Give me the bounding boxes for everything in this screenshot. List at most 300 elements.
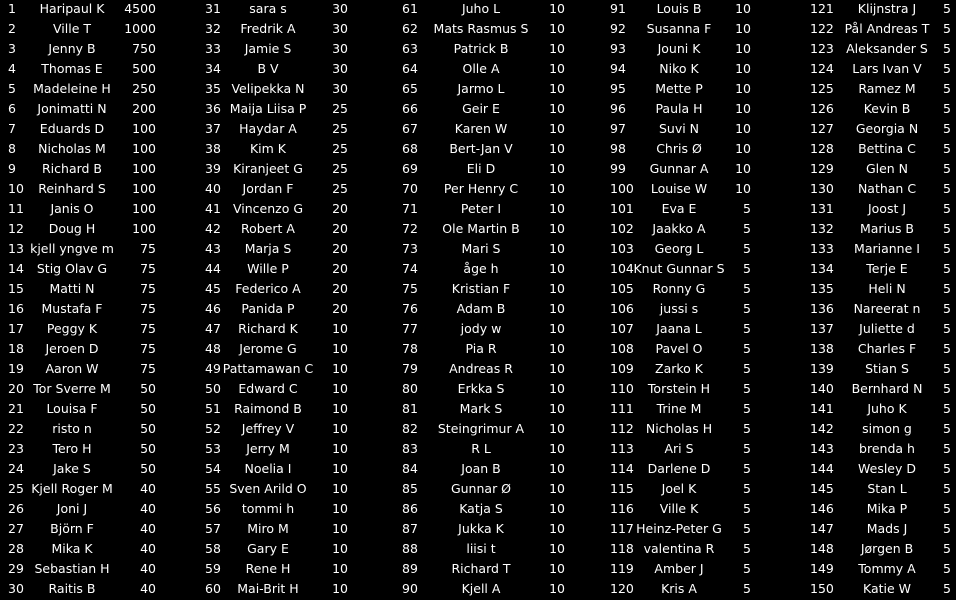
rank-number: 137 xyxy=(810,321,834,336)
points-value: 30 xyxy=(332,21,348,36)
rank-number: 36 xyxy=(205,101,221,116)
ranking-row xyxy=(190,100,380,120)
ranking-row xyxy=(0,180,190,200)
rank-number: 56 xyxy=(205,501,221,516)
rank-number: 120 xyxy=(610,581,634,596)
participant-name: Georg L xyxy=(654,241,704,256)
ranking-row xyxy=(380,240,610,260)
ranking-row xyxy=(380,300,610,320)
ranking-row xyxy=(0,160,190,180)
participant-name: Darlene D xyxy=(647,461,711,476)
participant-name: Nareerat n xyxy=(853,301,921,316)
points-value: 30 xyxy=(332,81,348,96)
participant-name: Mika K xyxy=(51,541,93,556)
ranking-row xyxy=(0,100,190,120)
participant-name: Madeleine H xyxy=(33,81,111,96)
ranking-row xyxy=(0,360,190,380)
points-value: 10 xyxy=(549,141,565,156)
rank-number: 111 xyxy=(610,401,634,416)
participant-name: Eli D xyxy=(466,161,496,176)
points-value: 5 xyxy=(943,361,951,376)
ranking-column xyxy=(810,0,956,600)
ranking-row xyxy=(810,300,956,320)
ranking-row xyxy=(810,80,956,100)
rank-number: 31 xyxy=(205,1,221,16)
rank-number: 19 xyxy=(8,361,24,376)
rank-number: 15 xyxy=(8,281,24,296)
participant-name: Nathan C xyxy=(857,181,917,196)
rank-number: 134 xyxy=(810,261,834,276)
ranking-row xyxy=(810,340,956,360)
points-value: 40 xyxy=(140,561,156,576)
rank-number: 86 xyxy=(402,501,418,516)
rank-number: 57 xyxy=(205,521,221,536)
participant-name: Kristian F xyxy=(451,281,511,296)
participant-name: Katie W xyxy=(862,581,912,596)
ranking-row xyxy=(610,40,810,60)
ranking-row xyxy=(810,440,956,460)
participant-name: Sebastian H xyxy=(34,561,110,576)
rank-number: 50 xyxy=(205,381,221,396)
participant-name: Louisa F xyxy=(46,401,98,416)
participant-name: Wille P xyxy=(247,261,289,276)
ranking-row xyxy=(0,80,190,100)
ranking-row xyxy=(610,520,810,540)
ranking-row xyxy=(610,240,810,260)
points-value: 5 xyxy=(943,41,951,56)
participant-name: Rene H xyxy=(245,561,291,576)
participant-name: Marja S xyxy=(244,241,292,256)
ranking-row xyxy=(610,460,810,480)
rank-number: 52 xyxy=(205,421,221,436)
points-value: 5 xyxy=(943,241,951,256)
ranking-row xyxy=(610,320,810,340)
participant-name: Bettina C xyxy=(858,141,916,156)
ranking-row xyxy=(380,540,610,560)
ranking-row xyxy=(810,220,956,240)
ranking-row xyxy=(610,380,810,400)
ranking-row xyxy=(0,120,190,140)
points-value: 10 xyxy=(549,561,565,576)
participant-name: Björn F xyxy=(50,521,94,536)
points-value: 40 xyxy=(140,521,156,536)
points-value: 25 xyxy=(332,161,348,176)
points-value: 1000 xyxy=(124,21,156,36)
participant-name: Ramez M xyxy=(858,81,916,96)
participant-name: Peter I xyxy=(460,201,502,216)
points-value: 5 xyxy=(943,541,951,556)
ranking-row xyxy=(190,160,380,180)
points-value: 10 xyxy=(332,421,348,436)
rank-number: 27 xyxy=(8,521,24,536)
points-value: 5 xyxy=(943,501,951,516)
points-value: 100 xyxy=(132,161,156,176)
ranking-row xyxy=(610,540,810,560)
participant-name: Eduards D xyxy=(39,121,105,136)
participant-name: Sven Arild O xyxy=(229,481,307,496)
points-value: 25 xyxy=(332,181,348,196)
rank-number: 7 xyxy=(8,121,16,136)
participant-name: kjell yngve m xyxy=(30,241,114,256)
participant-name: Adam B xyxy=(456,301,506,316)
rank-number: 118 xyxy=(610,541,634,556)
ranking-row xyxy=(610,580,810,600)
ranking-row xyxy=(610,200,810,220)
ranking-row xyxy=(810,520,956,540)
points-value: 5 xyxy=(943,381,951,396)
participant-name: Mark S xyxy=(459,401,503,416)
points-value: 10 xyxy=(735,161,751,176)
points-value: 10 xyxy=(332,561,348,576)
rank-number: 74 xyxy=(402,261,418,276)
participant-name: Steingrimur A xyxy=(437,421,525,436)
rank-number: 13 xyxy=(8,241,24,256)
ranking-row xyxy=(0,300,190,320)
participant-name: Raitis B xyxy=(48,581,96,596)
rank-number: 80 xyxy=(402,381,418,396)
rank-number: 41 xyxy=(205,201,221,216)
points-value: 5 xyxy=(743,281,751,296)
rank-number: 45 xyxy=(205,281,221,296)
points-value: 20 xyxy=(332,261,348,276)
ranking-row xyxy=(610,120,810,140)
rank-number: 46 xyxy=(205,301,221,316)
points-value: 5 xyxy=(943,321,951,336)
ranking-row xyxy=(0,420,190,440)
participant-name: Ronny G xyxy=(652,281,706,296)
points-value: 10 xyxy=(549,1,565,16)
ranking-column xyxy=(0,0,190,600)
rank-number: 54 xyxy=(205,461,221,476)
ranking-row xyxy=(190,180,380,200)
points-value: 10 xyxy=(549,381,565,396)
rank-number: 26 xyxy=(8,501,24,516)
ranking-row xyxy=(810,480,956,500)
participant-name: Nicholas H xyxy=(645,421,713,436)
rank-number: 8 xyxy=(8,141,16,156)
rank-number: 108 xyxy=(610,341,634,356)
points-value: 20 xyxy=(332,281,348,296)
rank-number: 136 xyxy=(810,301,834,316)
participant-name: Nicholas M xyxy=(38,141,106,156)
ranking-row xyxy=(0,480,190,500)
rank-number: 32 xyxy=(205,21,221,36)
points-value: 5 xyxy=(743,201,751,216)
participant-name: Jarmo L xyxy=(457,81,505,96)
participant-name: Pia R xyxy=(465,341,497,356)
participant-name: Stian S xyxy=(865,361,909,376)
rank-number: 106 xyxy=(610,301,634,316)
participant-name: Jonimatti N xyxy=(37,101,107,116)
points-value: 10 xyxy=(549,461,565,476)
participant-name: Jørgen B xyxy=(860,541,914,556)
participant-name: Kevin B xyxy=(863,101,911,116)
participant-name: Jordan F xyxy=(242,181,294,196)
points-value: 5 xyxy=(743,301,751,316)
rank-number: 11 xyxy=(8,201,24,216)
points-value: 5 xyxy=(743,561,751,576)
participant-name: Velipekka N xyxy=(231,81,305,96)
ranking-row xyxy=(0,280,190,300)
ranking-row xyxy=(0,240,190,260)
rank-number: 40 xyxy=(205,181,221,196)
participant-name: Miro M xyxy=(247,521,289,536)
rank-number: 63 xyxy=(402,41,418,56)
participant-name: Zarko K xyxy=(655,361,703,376)
points-value: 10 xyxy=(735,141,751,156)
rank-number: 92 xyxy=(610,21,626,36)
rank-number: 122 xyxy=(810,21,834,36)
ranking-row xyxy=(380,500,610,520)
rank-number: 34 xyxy=(205,61,221,76)
points-value: 10 xyxy=(735,21,751,36)
ranking-row xyxy=(0,560,190,580)
rank-number: 125 xyxy=(810,81,834,96)
participant-name: Thomas E xyxy=(41,61,103,76)
participant-name: Doug H xyxy=(48,221,96,236)
ranking-row xyxy=(810,140,956,160)
rank-number: 73 xyxy=(402,241,418,256)
participant-name: Ville K xyxy=(659,501,699,516)
participant-name: Kim K xyxy=(249,141,287,156)
points-value: 250 xyxy=(132,81,156,96)
ranking-row xyxy=(190,560,380,580)
rank-number: 94 xyxy=(610,61,626,76)
rank-number: 109 xyxy=(610,361,634,376)
points-value: 10 xyxy=(332,521,348,536)
points-value: 40 xyxy=(140,581,156,596)
points-value: 5 xyxy=(943,141,951,156)
participant-name: liisi t xyxy=(466,541,496,556)
ranking-column xyxy=(380,0,610,600)
ranking-row xyxy=(380,460,610,480)
rank-number: 104 xyxy=(610,261,634,276)
participant-name: R L xyxy=(471,441,491,456)
participant-name: Torstein H xyxy=(647,381,711,396)
points-value: 4500 xyxy=(124,1,156,16)
points-value: 30 xyxy=(332,1,348,16)
points-value: 500 xyxy=(132,61,156,76)
rank-number: 77 xyxy=(402,321,418,336)
ranking-row xyxy=(190,60,380,80)
participant-name: Geir E xyxy=(462,101,500,116)
ranking-row xyxy=(380,320,610,340)
points-value: 10 xyxy=(549,501,565,516)
points-value: 5 xyxy=(943,581,951,596)
ranking-row xyxy=(610,160,810,180)
ranking-row xyxy=(610,560,810,580)
points-value: 10 xyxy=(549,21,565,36)
rank-number: 103 xyxy=(610,241,634,256)
rank-number: 107 xyxy=(610,321,634,336)
points-value: 10 xyxy=(549,161,565,176)
participant-name: Knut Gunnar S xyxy=(633,261,725,276)
ranking-row xyxy=(380,380,610,400)
rank-number: 37 xyxy=(205,121,221,136)
participant-name: Jerry M xyxy=(246,441,290,456)
ranking-row xyxy=(0,520,190,540)
ranking-row xyxy=(610,420,810,440)
rank-number: 148 xyxy=(810,541,834,556)
rank-number: 35 xyxy=(205,81,221,96)
points-value: 10 xyxy=(735,81,751,96)
participant-name: sara s xyxy=(249,1,287,16)
rank-number: 38 xyxy=(205,141,221,156)
ranking-row xyxy=(0,20,190,40)
rank-number: 1 xyxy=(8,1,16,16)
participant-name: Richard T xyxy=(451,561,511,576)
ranking-row xyxy=(380,80,610,100)
participant-name: Marianne I xyxy=(854,241,920,256)
rank-number: 75 xyxy=(402,281,418,296)
rank-number: 51 xyxy=(205,401,221,416)
ranking-row xyxy=(810,160,956,180)
ranking-row xyxy=(810,540,956,560)
rank-number: 89 xyxy=(402,561,418,576)
ranking-row xyxy=(380,580,610,600)
rank-number: 143 xyxy=(810,441,834,456)
ranking-row xyxy=(610,280,810,300)
ranking-row xyxy=(190,360,380,380)
points-value: 40 xyxy=(140,501,156,516)
rank-number: 138 xyxy=(810,341,834,356)
ranking-row xyxy=(610,180,810,200)
points-value: 5 xyxy=(743,321,751,336)
rank-number: 25 xyxy=(8,481,24,496)
points-value: 10 xyxy=(549,241,565,256)
points-value: 10 xyxy=(735,101,751,116)
points-value: 5 xyxy=(943,341,951,356)
ranking-row xyxy=(380,440,610,460)
points-value: 5 xyxy=(943,181,951,196)
participant-name: Richard K xyxy=(238,321,298,336)
ranking-row xyxy=(810,460,956,480)
rank-number: 10 xyxy=(8,181,24,196)
participant-name: Gunnar Ø xyxy=(450,481,512,496)
rank-number: 68 xyxy=(402,141,418,156)
points-value: 10 xyxy=(549,321,565,336)
points-value: 20 xyxy=(332,301,348,316)
points-value: 10 xyxy=(549,261,565,276)
ranking-row xyxy=(610,0,810,20)
participant-name: Terje E xyxy=(866,261,908,276)
rank-number: 18 xyxy=(8,341,24,356)
points-value: 10 xyxy=(549,121,565,136)
rank-number: 33 xyxy=(205,41,221,56)
rank-number: 84 xyxy=(402,461,418,476)
points-value: 10 xyxy=(549,521,565,536)
ranking-row xyxy=(610,400,810,420)
participant-name: Andreas R xyxy=(449,361,513,376)
participant-name: Panida P xyxy=(241,301,295,316)
rank-number: 91 xyxy=(610,1,626,16)
participant-name: Erkka S xyxy=(457,381,505,396)
points-value: 20 xyxy=(332,241,348,256)
ranking-row xyxy=(810,180,956,200)
participant-name: Joan B xyxy=(461,461,501,476)
ranking-row xyxy=(380,200,610,220)
points-value: 5 xyxy=(943,81,951,96)
rank-number: 6 xyxy=(8,101,16,116)
points-value: 10 xyxy=(549,541,565,556)
rank-number: 127 xyxy=(810,121,834,136)
participant-name: Juliette d xyxy=(859,321,915,336)
rank-number: 62 xyxy=(402,21,418,36)
ranking-row xyxy=(810,240,956,260)
ranking-row xyxy=(190,540,380,560)
points-value: 10 xyxy=(735,61,751,76)
ranking-row xyxy=(610,140,810,160)
ranking-row xyxy=(810,120,956,140)
points-value: 5 xyxy=(943,161,951,176)
participant-name: Mai-Brit H xyxy=(237,581,299,596)
rank-number: 16 xyxy=(8,301,24,316)
ranking-row xyxy=(380,40,610,60)
participant-name: Bernhard N xyxy=(851,381,923,396)
participant-name: Charles F xyxy=(857,341,917,356)
points-value: 100 xyxy=(132,141,156,156)
points-value: 5 xyxy=(943,201,951,216)
rank-number: 55 xyxy=(205,481,221,496)
rank-number: 76 xyxy=(402,301,418,316)
points-value: 5 xyxy=(743,441,751,456)
participant-name: Peggy K xyxy=(46,321,98,336)
ranking-row xyxy=(380,400,610,420)
ranking-column xyxy=(190,0,380,600)
rank-number: 90 xyxy=(402,581,418,596)
participant-name: jussi s xyxy=(659,301,699,316)
participant-name: Jeroen D xyxy=(45,341,99,356)
ranking-row xyxy=(380,340,610,360)
participant-name: Stig Olav G xyxy=(36,261,108,276)
rank-number: 44 xyxy=(205,261,221,276)
rank-number: 14 xyxy=(8,261,24,276)
rank-number: 129 xyxy=(810,161,834,176)
points-value: 10 xyxy=(549,41,565,56)
points-value: 75 xyxy=(140,241,156,256)
points-value: 75 xyxy=(140,301,156,316)
ranking-column xyxy=(610,0,810,600)
participant-name: Wesley D xyxy=(858,461,916,476)
rank-number: 130 xyxy=(810,181,834,196)
rank-number: 65 xyxy=(402,81,418,96)
ranking-row xyxy=(0,320,190,340)
points-value: 5 xyxy=(743,581,751,596)
participant-name: Kiranjeet G xyxy=(233,161,303,176)
rank-number: 69 xyxy=(402,161,418,176)
participant-name: Ville T xyxy=(53,21,91,36)
participant-name: Juho K xyxy=(867,401,907,416)
ranking-row xyxy=(0,40,190,60)
participant-name: Mika P xyxy=(866,501,908,516)
rank-number: 82 xyxy=(402,421,418,436)
points-value: 750 xyxy=(132,41,156,56)
participant-name: Aaron W xyxy=(45,361,99,376)
points-value: 5 xyxy=(943,301,951,316)
points-value: 20 xyxy=(332,221,348,236)
points-value: 50 xyxy=(140,441,156,456)
points-value: 5 xyxy=(943,121,951,136)
rank-number: 29 xyxy=(8,561,24,576)
rank-number: 139 xyxy=(810,361,834,376)
rank-number: 114 xyxy=(610,461,634,476)
points-value: 10 xyxy=(332,341,348,356)
rank-number: 105 xyxy=(610,281,634,296)
rank-number: 96 xyxy=(610,101,626,116)
rank-number: 150 xyxy=(810,581,834,596)
rank-number: 93 xyxy=(610,41,626,56)
points-value: 10 xyxy=(549,401,565,416)
